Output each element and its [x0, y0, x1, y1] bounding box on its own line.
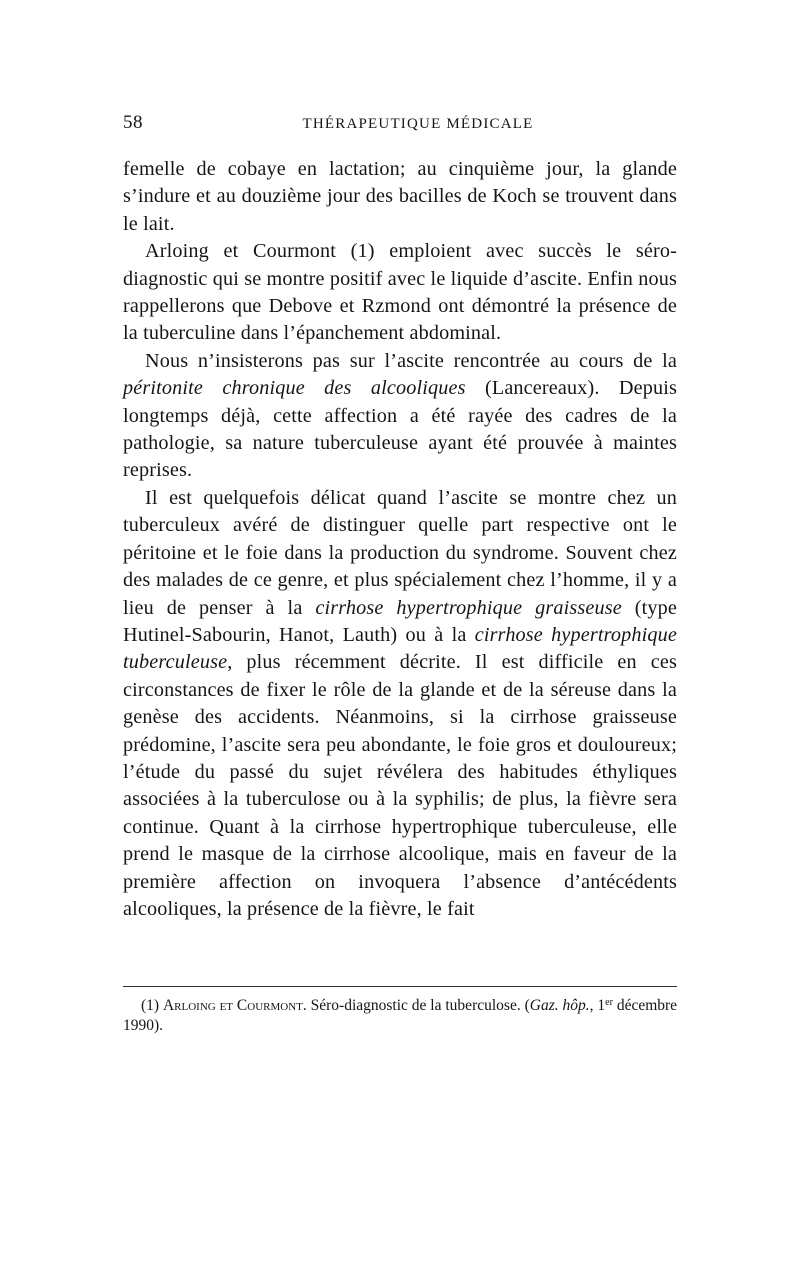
- italic-phrase: cirrhose hypertrophique tuberculeuse: [123, 623, 677, 674]
- footnote-source: Gaz. hôp.: [529, 997, 590, 1014]
- italic-phrase: péritonite chronique des alcooliques: [123, 377, 466, 400]
- text-run: Il est quelquefois délicat quand l’ascite se montre chez un tuberculeux avéré de distinguer quelle part respective ont le péritoine et le foie dans la production du syndrome. Souvent chez des malades de ce genre, et plus spécialement chez l’homme, il y a lieu de penser à la: [123, 486, 677, 619]
- text-run: , plus récemment décrite. Il est difficile en ces circonstances de fixer le rôle de la glande et de la séreuse dans la genèse des accidents. Néanmoins, si la cirrhose graisseuse prédomine, l’ascite sera peu abondante, le foie gros et douloureux; l’étude du passé du sujet révélera des habitudes éthyliques associées à la tuberculose ou à la syphilis; de plus, la fièvre sera continue. Quant à la cirrhose hypertrophique tuberculeuse, elle prend le masque de la cirrhose alcoolique, mais en faveur de la première affection on invoquera l’absence d’antécédents alcooliques, la présence de la fièvre, le fait: [123, 651, 677, 920]
- footnote-day: 1: [597, 997, 606, 1014]
- text-run: Arloing et Courmont (1) emploient avec succès le séro-diagnostic qui se montre positif avec le liquide d’ascite. Enfin nous rappellerons que Debove et Rzmond ont démontré la présence de la tuberculine dans l’épanchement abdominal.: [123, 240, 677, 345]
- footnote-title: Séro-diagnostic de la tuberculose.: [310, 997, 521, 1014]
- text-run: Nous n’insisterons pas sur l’ascite rencontrée au cours de la: [145, 349, 677, 372]
- text-run: (type Hutinel-Sabourin, Hanot, Lauth) ou à la: [123, 596, 677, 646]
- footnote-date: décembre 1990).: [123, 997, 678, 1034]
- paragraph: [123, 485, 677, 924]
- italic-phrase: cirrhose hypertrophique graisseuse: [315, 596, 622, 619]
- footnote-marker: (1): [141, 997, 160, 1014]
- footnote-authors: Arloing et Courmont.: [162, 997, 307, 1014]
- text-run: femelle de cobaye en lactation; au cinquième jour, la glande s’indure et au douzième jour des bacilles de Koch se trouvent dans le lait.: [123, 158, 677, 235]
- running-title: THÉRAPEUTIQUE MÉDICALE: [302, 116, 534, 132]
- footnote-source-open: (: [524, 997, 530, 1014]
- paragraph: [123, 238, 677, 348]
- footnote-source-sep: ,: [589, 997, 594, 1014]
- paragraph: [123, 156, 677, 238]
- footnote-rule: [123, 986, 677, 987]
- page-header: [123, 112, 683, 142]
- page-number: 58: [123, 112, 143, 133]
- body-text: [123, 156, 677, 923]
- paragraph: [123, 348, 677, 485]
- footnote: [123, 993, 677, 1036]
- footnote-day-sup: er: [605, 997, 613, 1008]
- text-run: (Lancereaux). Depuis longtemps déjà, cette affection a été rayée des cadres de la pathologie, sa nature tuberculeuse ayant été prouvée à maintes reprises.: [123, 377, 677, 482]
